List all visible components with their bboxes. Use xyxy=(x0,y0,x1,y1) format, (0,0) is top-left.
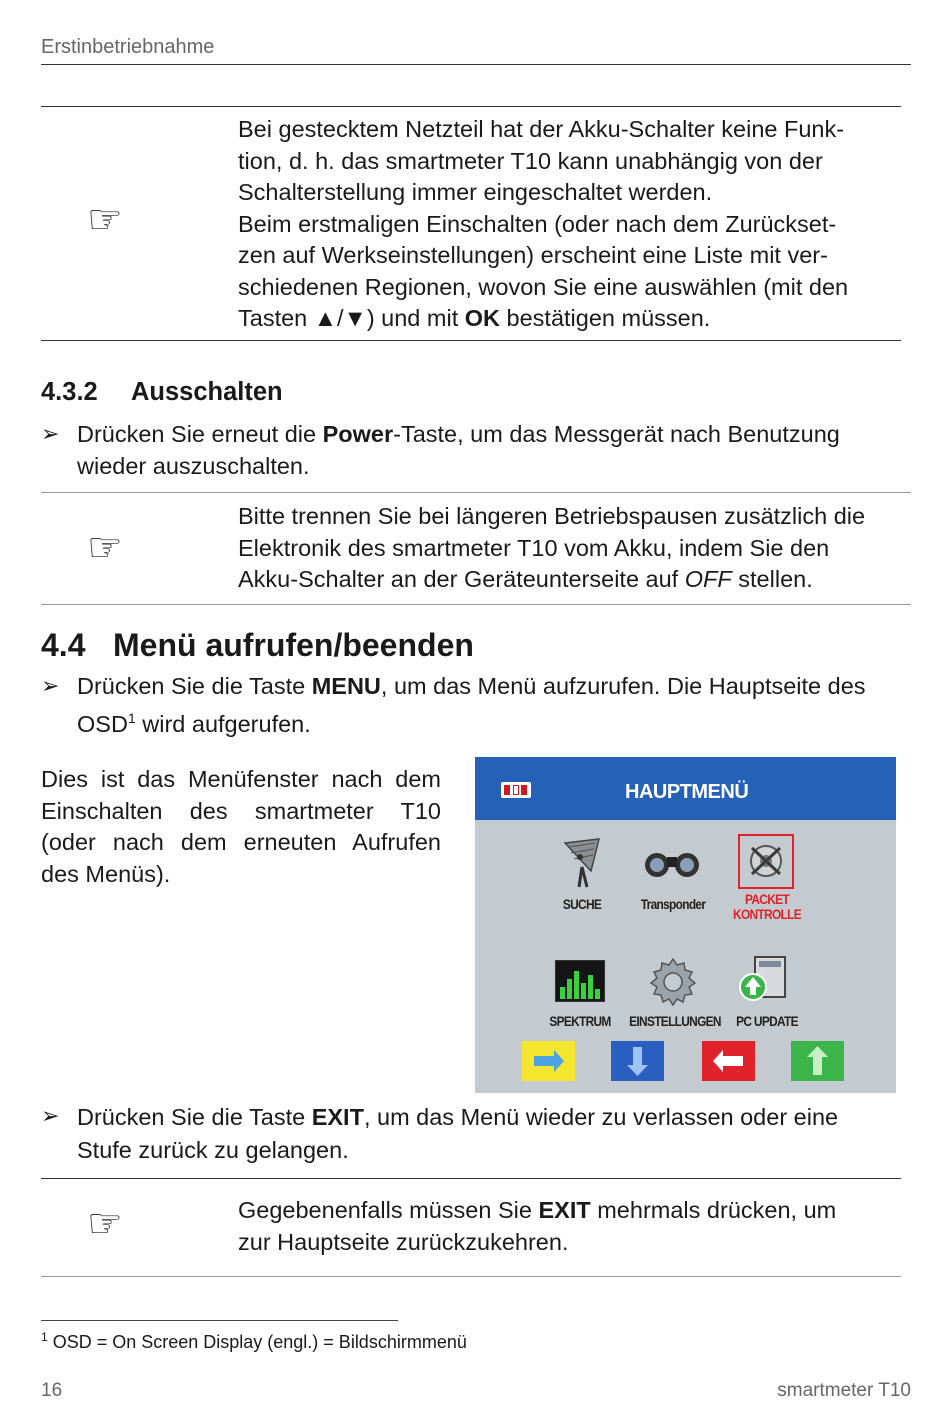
footnote xyxy=(41,1330,467,1353)
bullet-line xyxy=(77,1101,838,1134)
desc-line: Einschalten des smartmeter T10 xyxy=(41,797,441,824)
battery-cell xyxy=(513,785,519,795)
key-menu: MENU xyxy=(311,673,381,699)
footnote-ref[interactable]: 1 xyxy=(127,709,136,726)
note-rule-bottom xyxy=(41,1276,901,1277)
gear-icon[interactable] xyxy=(647,955,699,1012)
bullet-arrow-icon: ➢ xyxy=(41,421,60,446)
menu-item-spektrum[interactable]: SPEKTRUM xyxy=(549,1013,611,1029)
note-rule-bottom xyxy=(41,604,911,605)
packet-gears-icon[interactable] xyxy=(738,834,794,889)
note-1-line: schiedenen Regionen, wovon Sie eine auswählen (mit den xyxy=(238,273,849,300)
footnote-text: OSD = On Screen Display (engl.) = Bildschirmmenü xyxy=(47,1332,467,1352)
nav-button-red[interactable] xyxy=(702,1041,755,1081)
footnote-marker: 1 xyxy=(41,1330,48,1344)
text-span: Tasten ▲/▼) und mit xyxy=(238,305,465,331)
screen-title-bar xyxy=(475,757,896,820)
menu-description xyxy=(41,764,441,890)
running-header: Erstinbetriebnahme xyxy=(41,36,215,58)
pc-update-icon[interactable] xyxy=(737,953,793,1010)
nav-button-yellow[interactable] xyxy=(522,1041,575,1081)
note-2-text xyxy=(238,501,865,596)
note-3-line xyxy=(238,1195,836,1227)
text-span: OSD xyxy=(77,710,128,737)
menu-item-transponder[interactable]: Transponder xyxy=(640,896,706,912)
battery-cell xyxy=(504,785,510,795)
note-1-line: Schalterstellung immer eingeschaltet werden. xyxy=(238,179,713,205)
battery-cell xyxy=(521,785,527,795)
arrow-down-icon xyxy=(611,1041,664,1081)
text-span: Drücken Sie die Taste xyxy=(77,673,312,699)
label-line: KONTROLLE xyxy=(733,906,801,922)
note-rule-top xyxy=(41,106,901,107)
bullet-line xyxy=(77,671,866,703)
text-span: Drücken Sie erneut die xyxy=(77,421,323,447)
note-rule-bottom xyxy=(41,340,901,341)
menu-item-suche[interactable]: SUCHE xyxy=(562,896,602,912)
bullet-line xyxy=(77,419,840,451)
note-1-line: Bei gestecktem Netzteil hat der Akku-Schalter keine Funk- xyxy=(238,116,845,142)
nav-button-green[interactable] xyxy=(791,1041,844,1081)
text-span: Akku-Schalter an der Geräteunterseite auf xyxy=(238,566,685,592)
binoculars-icon[interactable] xyxy=(643,845,703,886)
key-exit: EXIT xyxy=(311,1104,364,1130)
battery-icon xyxy=(501,782,531,798)
text-span: bestätigen müssen. xyxy=(500,305,711,331)
nav-button-blue[interactable] xyxy=(611,1041,664,1081)
bullet-line: Stufe zurück zu gelangen. xyxy=(77,1137,349,1163)
bullet-arrow-icon: ➢ xyxy=(41,1103,60,1128)
bullet-text xyxy=(77,671,866,740)
off-label: OFF xyxy=(684,566,732,592)
text-span: , um das Menü wieder zu verlassen oder eine xyxy=(363,1104,839,1130)
desc-line: des Menüs). xyxy=(41,860,171,887)
note-rule-top xyxy=(41,492,911,493)
key-ok: OK xyxy=(464,305,501,331)
page-number: 16 xyxy=(41,1380,63,1401)
text-span: -Taste, um das Messgerät nach Benutzung xyxy=(393,421,840,447)
header-rule xyxy=(41,64,911,65)
footer-product: smartmeter T10 xyxy=(777,1380,911,1401)
section-title: Menü aufrufen/beenden xyxy=(113,627,474,663)
note-1-line: Beim erstmaligen Einschalten (oder nach dem Zurückset- xyxy=(238,210,837,237)
note-1-text xyxy=(238,114,848,335)
screen-title: HAUPTMENÜ xyxy=(625,781,749,803)
label-line: PACKET xyxy=(745,891,789,907)
bullet-line: wieder auszuschalten. xyxy=(77,452,310,479)
section-title: Ausschalten xyxy=(131,378,283,406)
pointing-hand-icon: ☞ xyxy=(87,198,123,242)
main-menu-screenshot xyxy=(475,757,896,1093)
note-1-line: tion, d. h. das smartmeter T10 kann unabhängig von der xyxy=(238,147,823,174)
text-span: , um das Menü aufzurufen. Die Hauptseite des xyxy=(380,673,866,699)
note-1-line: zen auf Werkseinstellungen) erscheint eine Liste mit ver- xyxy=(238,242,828,268)
menu-item-einstellungen[interactable]: EINSTELLUNGEN xyxy=(629,1013,721,1029)
key-power: Power xyxy=(322,421,394,447)
bullet-arrow-icon: ➢ xyxy=(41,673,60,698)
bullet-line xyxy=(77,703,866,740)
key-exit: EXIT xyxy=(538,1197,591,1223)
footnote-rule xyxy=(41,1320,398,1321)
desc-line: Dies ist das Menüfenster nach dem xyxy=(41,766,441,792)
text-span: mehrmals drücken, um xyxy=(590,1197,837,1223)
bullet-text xyxy=(77,419,840,482)
note-3-text xyxy=(238,1195,836,1258)
spectrum-bars-icon[interactable] xyxy=(555,960,605,1002)
satellite-dish-icon[interactable] xyxy=(555,837,605,896)
note-3-line: zur Hauptseite zurückzukehren. xyxy=(238,1228,569,1255)
text-span: Gegebenenfalls müssen Sie xyxy=(238,1197,539,1223)
note-rule-top xyxy=(41,1178,901,1179)
note-2-line: Bitte trennen Sie bei längeren Betriebspausen zusätzlich die xyxy=(238,503,866,529)
desc-line: (oder nach dem erneuten Aufrufen xyxy=(41,829,441,855)
note-1-line xyxy=(238,303,848,335)
note-2-line xyxy=(238,564,865,596)
bullet-text xyxy=(77,1101,838,1167)
section-number: 4.3.2 xyxy=(41,378,98,406)
pointing-hand-icon: ☞ xyxy=(87,526,123,570)
arrow-right-icon xyxy=(522,1041,575,1081)
menu-item-pc-update[interactable]: PC UPDATE xyxy=(736,1013,798,1029)
arrow-up-icon xyxy=(791,1041,844,1081)
note-2-line: Elektronik des smartmeter T10 vom Akku, indem Sie den xyxy=(238,534,830,561)
text-span: stellen. xyxy=(731,566,813,592)
pointing-hand-icon: ☞ xyxy=(87,1202,123,1246)
section-number: 4.4 xyxy=(41,627,86,663)
text-span: Drücken Sie die Taste xyxy=(77,1104,312,1130)
menu-item-packet-kontrolle[interactable] xyxy=(733,892,801,922)
arrow-left-icon xyxy=(702,1041,755,1081)
text-span: wird aufgerufen. xyxy=(135,710,311,737)
